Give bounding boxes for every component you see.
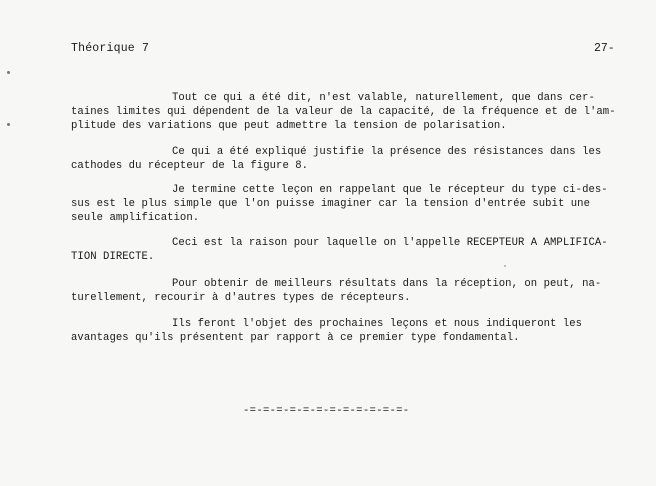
paragraph-2-line-2: cathodes du récepteur de la figure 8. <box>71 160 309 172</box>
paragraph-1-line-2: taines limites qui dépendent de la valeur de la capacité, de la fréquence et de l'am- <box>71 106 616 118</box>
paragraph-3-line-2: sus est le plus simple que l'on puisse imaginer car la tension d'entrée subit une <box>71 198 590 210</box>
page-number: 27- <box>594 42 615 55</box>
paragraph-4-line-2: TION DIRECTE. <box>71 251 155 263</box>
paragraph-6-line-2: avantages qu'ils présentent par rapport à ce premier type fondamental. <box>71 332 520 344</box>
scan-speck <box>7 123 10 126</box>
scan-speck <box>504 265 506 267</box>
paragraph-3-line-3: seule amplification. <box>71 212 200 224</box>
header-section-title: Théorique 7 <box>71 42 150 55</box>
paragraph-3-line-1: Je termine cette leçon en rappelant que le récepteur du type ci-des- <box>172 184 608 196</box>
end-separator: -=-=-=-=-=-=-=-=-=-=-=-=- <box>243 405 410 417</box>
paragraph-2-line-1: Ce qui a été expliqué justifie la présence des résistances dans les <box>172 146 602 158</box>
paragraph-1-line-1: Tout ce qui a été dit, n'est valable, naturellement, que dans cer- <box>172 92 595 104</box>
paragraph-4-line-1: Ceci est la raison pour laquelle on l'appelle RECEPTEUR A AMPLIFICA- <box>172 237 608 249</box>
scan-speck <box>7 71 10 74</box>
paragraph-5-line-2: turellement, recourir à d'autres types de récepteurs. <box>71 292 411 304</box>
paragraph-6-line-1: Ils feront l'objet des prochaines leçons et nous indiqueront les <box>172 318 583 330</box>
paragraph-1-line-3: plitude des variations que peut admettre la tension de polarisation. <box>71 120 507 132</box>
paragraph-5-line-1: Pour obtenir de meilleurs résultats dans la réception, on peut, na- <box>172 278 602 290</box>
